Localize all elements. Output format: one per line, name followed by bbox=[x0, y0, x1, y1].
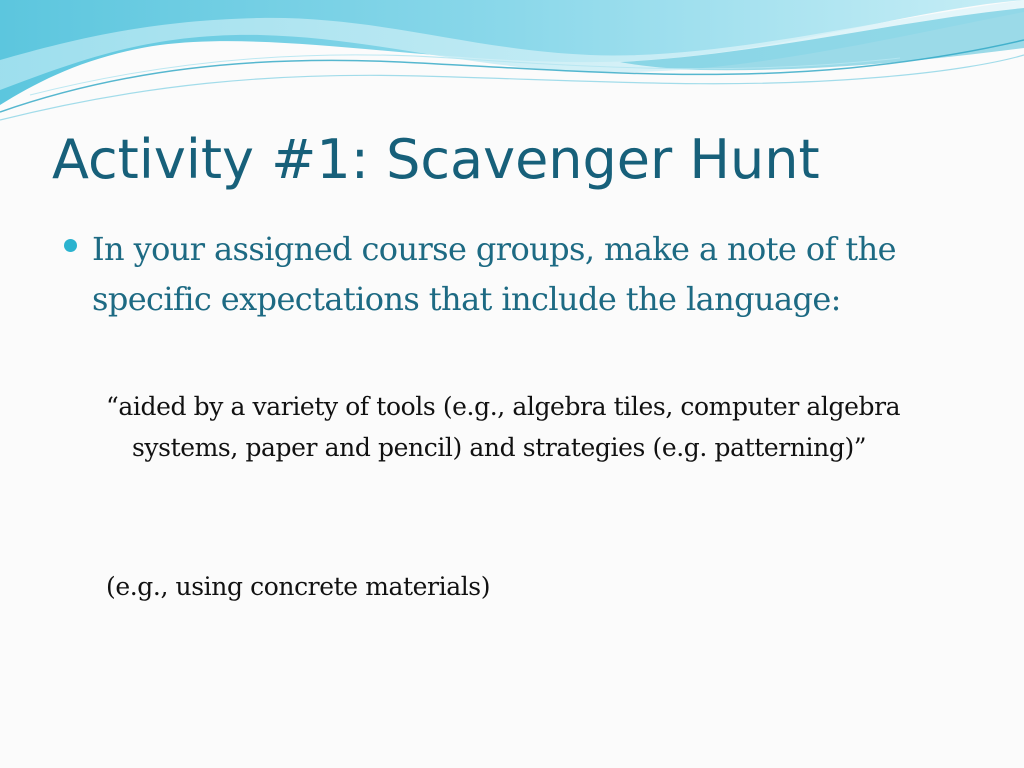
bullet-item bbox=[64, 224, 964, 324]
quoted-expectation: “aided by a variety of tools (e.g., algebra tiles, computer algebra systems, paper and pencil) and strategies (e.g. patterning)” bbox=[106, 392, 901, 462]
bullet-text: In your assigned course groups, make a note of the specific expectations that include the language: bbox=[92, 230, 896, 318]
bullet-dot-icon bbox=[64, 239, 77, 252]
example-text: (e.g., using concrete materials) bbox=[106, 572, 491, 601]
slide-title: Activity #1: Scavenger Hunt bbox=[52, 128, 820, 191]
decorative-wave-header bbox=[0, 0, 1024, 130]
